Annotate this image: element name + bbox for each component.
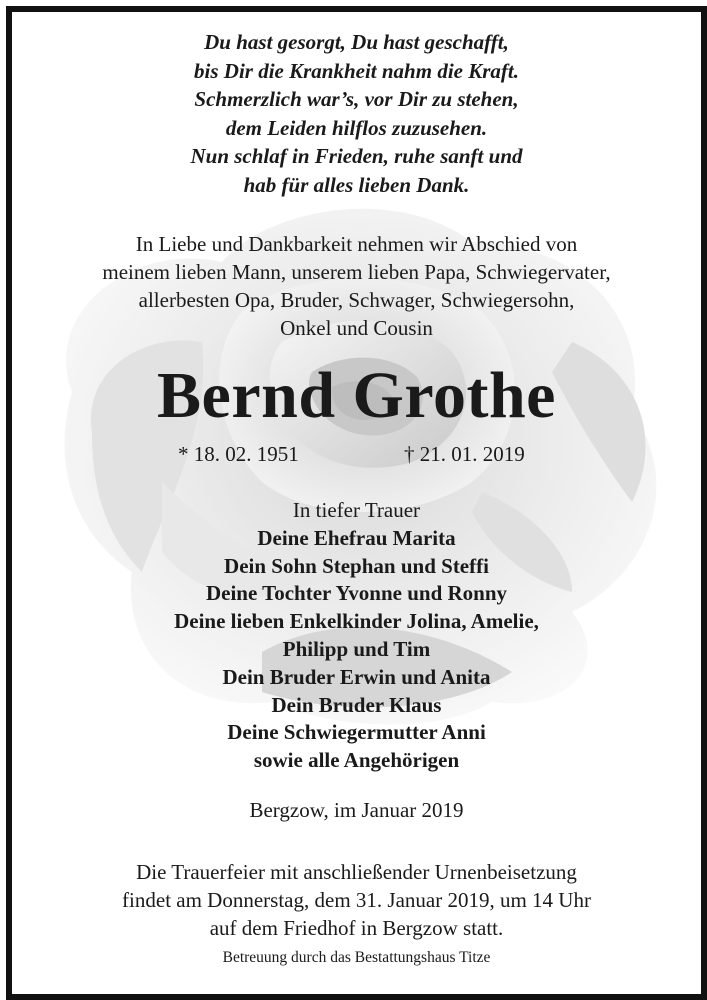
service-line: findet am Donnerstag, dem 31. Januar 2019, um 14 Uhr [122, 888, 591, 912]
funeral-service-info [12, 858, 701, 942]
service-line: auf dem Friedhof in Bergzow statt. [209, 916, 504, 940]
mourner-line: Philipp und Tim [282, 636, 431, 661]
farewell-line: allerbesten Opa, Bruder, Schwager, Schwiegersohn, [138, 288, 575, 312]
mourner-line: sowie alle Angehörigen [253, 748, 460, 773]
poem-line: Du hast gesorgt, Du hast geschafft, [204, 30, 509, 54]
mourner-line: Deine lieben Enkelkinder Jolina, Amelie, [174, 609, 539, 634]
place-date: Bergzow, im Januar 2019 [249, 798, 464, 822]
farewell-line: Onkel und Cousin [280, 316, 433, 340]
death-date: † 21. 01. 2019 [404, 442, 525, 466]
mourner-line: Dein Bruder Erwin und Anita [222, 664, 491, 689]
poem-line: hab für alles lieben Dank. [243, 172, 470, 197]
farewell-text [12, 230, 701, 342]
mourners-list [12, 497, 701, 775]
birth-date: * 18. 02. 1951 [178, 442, 299, 466]
obituary-frame [6, 6, 707, 1000]
poem-line: bis Dir die Krankheit nahm die Kraft. [194, 58, 519, 83]
deceased-name: Bernd Grothe [157, 359, 556, 432]
funeral-home-credit: Betreuung durch das Bestattungshaus Titze [222, 949, 491, 966]
poem-line: dem Leiden hilflos zuzusehen. [225, 115, 488, 140]
mourner-line: Dein Sohn Stephan und Steffi [224, 553, 489, 578]
service-line: Die Trauerfeier mit anschließender Urnenbeisetzung [136, 860, 577, 884]
mourner-line: Deine Schwiegermutter Anni [227, 720, 486, 745]
farewell-line: In Liebe und Dankbarkeit nehmen wir Abschied von [135, 232, 578, 256]
poem-line: Schmerzlich war’s, vor Dir zu stehen, [194, 87, 519, 111]
farewell-line: meinem lieben Mann, unserem lieben Papa, Schwiegervater, [102, 260, 611, 284]
obituary-content [12, 12, 701, 994]
poem-line: Nun schlaf in Frieden, ruhe sanft und [190, 144, 523, 168]
mourner-line: Deine Tochter Yvonne und Ronny [205, 581, 508, 606]
poem [12, 28, 701, 199]
mourning-intro: In tiefer Trauer [292, 498, 421, 522]
mourner-line: Deine Ehefrau Marita [257, 525, 456, 550]
mourner-line: Dein Bruder Klaus [271, 692, 442, 717]
